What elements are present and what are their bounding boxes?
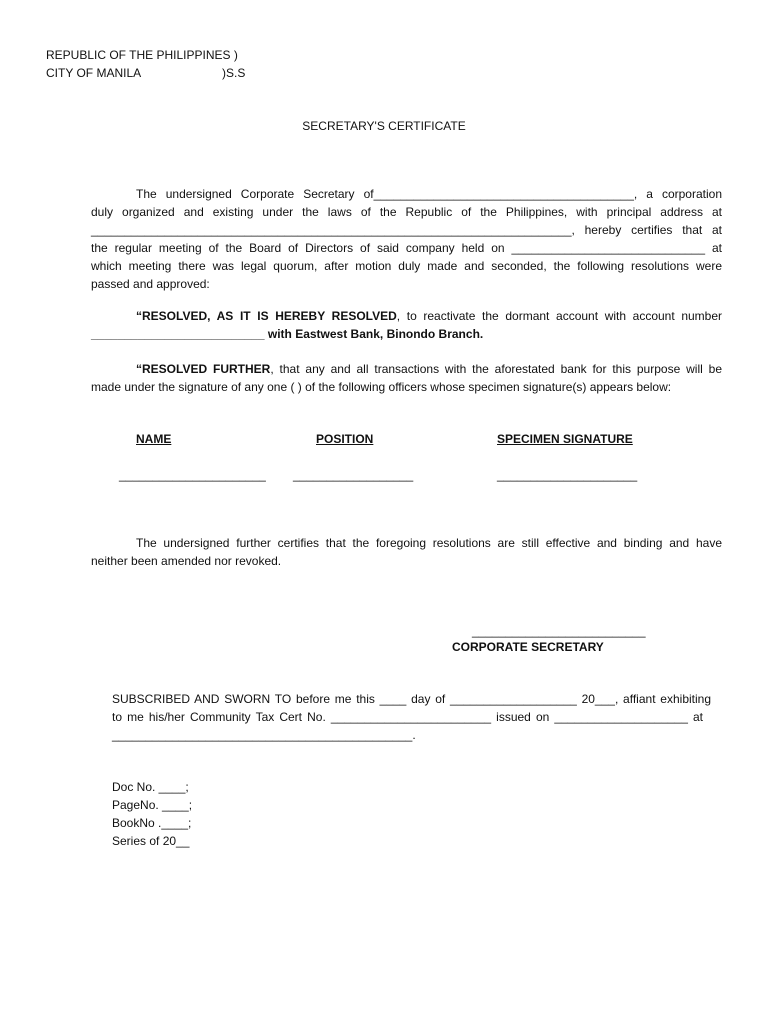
position-blank: __________________: [293, 468, 414, 482]
header-ss: )S.S: [222, 66, 246, 80]
secretary-signature-label: CORPORATE SECRETARY: [452, 640, 604, 654]
resolution-one-text: , to reactivate the dormant account with account number: [396, 309, 723, 323]
notary-line: SUBSCRIBED AND SWORN TO before me this ____ day of ___________________ 20___, affiant exhibiting: [112, 692, 711, 706]
resolution-one-line1: [91, 307, 722, 325]
column-header-name: NAME: [136, 432, 172, 446]
resolution-two: [91, 360, 722, 396]
series-year: Series of 20__: [112, 834, 190, 848]
intro-line: The undersigned Corporate Secretary of_______________________________________, a corporation: [136, 187, 722, 201]
intro-line: the regular meeting of the Board of Directors of said company held on _____________________________ at: [91, 241, 722, 255]
intro-line: passed and approved:: [91, 277, 210, 291]
resolution-two-line1: [91, 360, 722, 378]
account-number-blank: __________________________: [91, 327, 265, 341]
intro-line: which meeting there was legal quorum, after motion duly made and seconded, the following resolutions were: [91, 259, 722, 273]
page-number: PageNo. ____;: [112, 798, 193, 812]
resolution-one-line2: [91, 325, 722, 343]
secretary-signature-line: __________________________: [472, 624, 646, 638]
notary-line: _____________________________________________.: [112, 728, 416, 742]
header-city: [46, 64, 246, 82]
doc-number: Doc No. ____;: [112, 780, 189, 794]
document-title: SECRETARY'S CERTIFICATE: [302, 119, 466, 133]
header-republic: REPUBLIC OF THE PHILIPPINES ): [46, 48, 238, 62]
book-number: BookNo .____;: [112, 816, 192, 830]
intro-line: ________________________________________________________________________, hereby certifies that at: [91, 223, 722, 237]
bank-branch: with Eastwest Bank, Binondo Branch.: [264, 327, 484, 341]
resolution-one: [91, 307, 722, 343]
name-blank: ______________________: [119, 468, 266, 482]
further-line: neither been amended nor revoked.: [91, 554, 282, 568]
intro-line: duly organized and existing under the laws of the Republic of the Philippines, with principal address at: [91, 205, 722, 219]
resolution-two-line2: made under the signature of any one ( ) of the following officers whose specimen signature(s) appears below:: [91, 380, 672, 394]
further-line: The undersigned further certifies that the foregoing resolutions are still effective and binding and have: [136, 536, 722, 550]
further-certification: [91, 534, 722, 570]
signature-blank: _____________________: [497, 468, 638, 482]
column-header-signature: SPECIMEN SIGNATURE: [497, 432, 633, 446]
intro-paragraph: [91, 185, 722, 293]
notary-line: to me his/her Community Tax Cert No. ________________________ issued on ____________________ at: [112, 710, 703, 724]
column-header-position: POSITION: [316, 432, 374, 446]
resolution-two-text: , that any and all transactions with the aforestated bank for this purpose will be: [270, 362, 722, 376]
header-city-name: CITY OF MANILA: [46, 66, 142, 80]
resolution-one-lead: “RESOLVED, AS IT IS HEREBY RESOLVED: [136, 309, 397, 323]
resolution-two-lead: “RESOLVED FURTHER: [136, 362, 271, 376]
